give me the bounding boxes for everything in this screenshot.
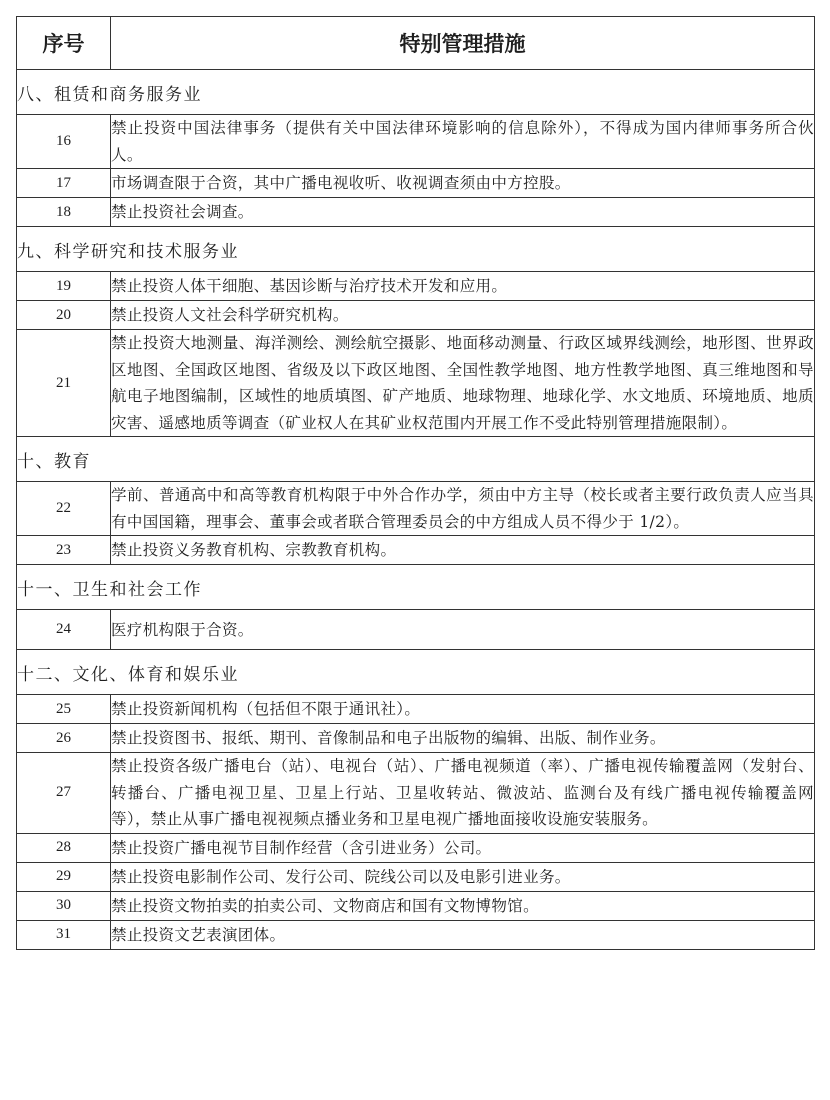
row-measure: 禁止投资中国法律事务（提供有关中国法律环境影响的信息除外），不得成为国内律师事务所合伙人。 <box>111 115 815 169</box>
row-number: 21 <box>17 330 111 437</box>
row-number: 26 <box>17 724 111 753</box>
row-number: 30 <box>17 891 111 920</box>
row-measure: 禁止投资义务教育机构、宗教教育机构。 <box>111 536 815 565</box>
table-header-row <box>17 17 815 70</box>
table-row <box>17 482 815 536</box>
section-title: 八、租赁和商务服务业 <box>17 70 815 115</box>
header-serial-number: 序号 <box>17 17 111 70</box>
section-title: 十二、文化、体育和娱乐业 <box>17 650 815 695</box>
section-row <box>17 650 815 695</box>
table-row <box>17 536 815 565</box>
row-number: 29 <box>17 862 111 891</box>
row-number: 31 <box>17 920 111 949</box>
row-measure: 禁止投资新闻机构（包括但不限于通讯社）。 <box>111 695 815 724</box>
table-row <box>17 920 815 949</box>
row-measure: 禁止投资图书、报纸、期刊、音像制品和电子出版物的编辑、出版、制作业务。 <box>111 724 815 753</box>
row-measure: 禁止投资电影制作公司、发行公司、院线公司以及电影引进业务。 <box>111 862 815 891</box>
table-row <box>17 272 815 301</box>
table-row <box>17 695 815 724</box>
row-measure: 禁止投资各级广播电台（站）、电视台（站）、广播电视频道（率）、广播电视传输覆盖网（发射台、转播台、广播电视卫星、卫星上行站、卫星收转站、微波站、监测台及有线广播电视传输覆盖网等），禁止从事广播电视视频点播业务和卫星电视广播地面接收设施安装服务。 <box>111 753 815 834</box>
row-number: 23 <box>17 536 111 565</box>
section-title: 十一、卫生和社会工作 <box>17 565 815 610</box>
table-row <box>17 301 815 330</box>
table-row <box>17 753 815 834</box>
table-row <box>17 891 815 920</box>
row-number: 17 <box>17 169 111 198</box>
header-special-measures: 特别管理措施 <box>111 17 815 70</box>
row-measure: 医疗机构限于合资。 <box>111 610 815 650</box>
table-row <box>17 330 815 437</box>
table-row <box>17 724 815 753</box>
row-measure: 禁止投资文艺表演团体。 <box>111 920 815 949</box>
table-row <box>17 115 815 169</box>
row-number: 27 <box>17 753 111 834</box>
measures-table <box>16 16 815 950</box>
section-row <box>17 70 815 115</box>
row-number: 20 <box>17 301 111 330</box>
section-title: 九、科学研究和技术服务业 <box>17 227 815 272</box>
row-measure: 禁止投资人文社会科学研究机构。 <box>111 301 815 330</box>
section-row <box>17 437 815 482</box>
row-number: 22 <box>17 482 111 536</box>
table-row <box>17 198 815 227</box>
section-row <box>17 565 815 610</box>
row-measure: 禁止投资文物拍卖的拍卖公司、文物商店和国有文物博物馆。 <box>111 891 815 920</box>
row-measure: 学前、普通高中和高等教育机构限于中外合作办学，须由中方主导（校长或者主要行政负责人应当具有中国国籍，理事会、董事会或者联合管理委员会的中方组成人员不得少于 1/2）。 <box>111 482 815 536</box>
table-row <box>17 610 815 650</box>
document-page <box>16 16 814 950</box>
row-number: 25 <box>17 695 111 724</box>
row-number: 24 <box>17 610 111 650</box>
row-number: 16 <box>17 115 111 169</box>
row-measure: 禁止投资社会调查。 <box>111 198 815 227</box>
table-row <box>17 862 815 891</box>
section-title: 十、教育 <box>17 437 815 482</box>
row-measure: 市场调查限于合资，其中广播电视收听、收视调查须由中方控股。 <box>111 169 815 198</box>
row-measure: 禁止投资广播电视节目制作经营（含引进业务）公司。 <box>111 833 815 862</box>
section-row <box>17 227 815 272</box>
row-number: 18 <box>17 198 111 227</box>
table-row <box>17 833 815 862</box>
table-row <box>17 169 815 198</box>
row-number: 28 <box>17 833 111 862</box>
row-number: 19 <box>17 272 111 301</box>
row-measure: 禁止投资大地测量、海洋测绘、测绘航空摄影、地面移动测量、行政区域界线测绘，地形图、世界政区地图、全国政区地图、省级及以下政区地图、全国性教学地图、地方性教学地图、真三维地图和导航电子地图编制，区域性的地质填图、矿产地质、地球物理、地球化学、水文地质、环境地质、地质灾害、遥感地质等调查（矿业权人在其矿业权范围内开展工作不受此特别管理措施限制）。 <box>111 330 815 437</box>
row-measure: 禁止投资人体干细胞、基因诊断与治疗技术开发和应用。 <box>111 272 815 301</box>
